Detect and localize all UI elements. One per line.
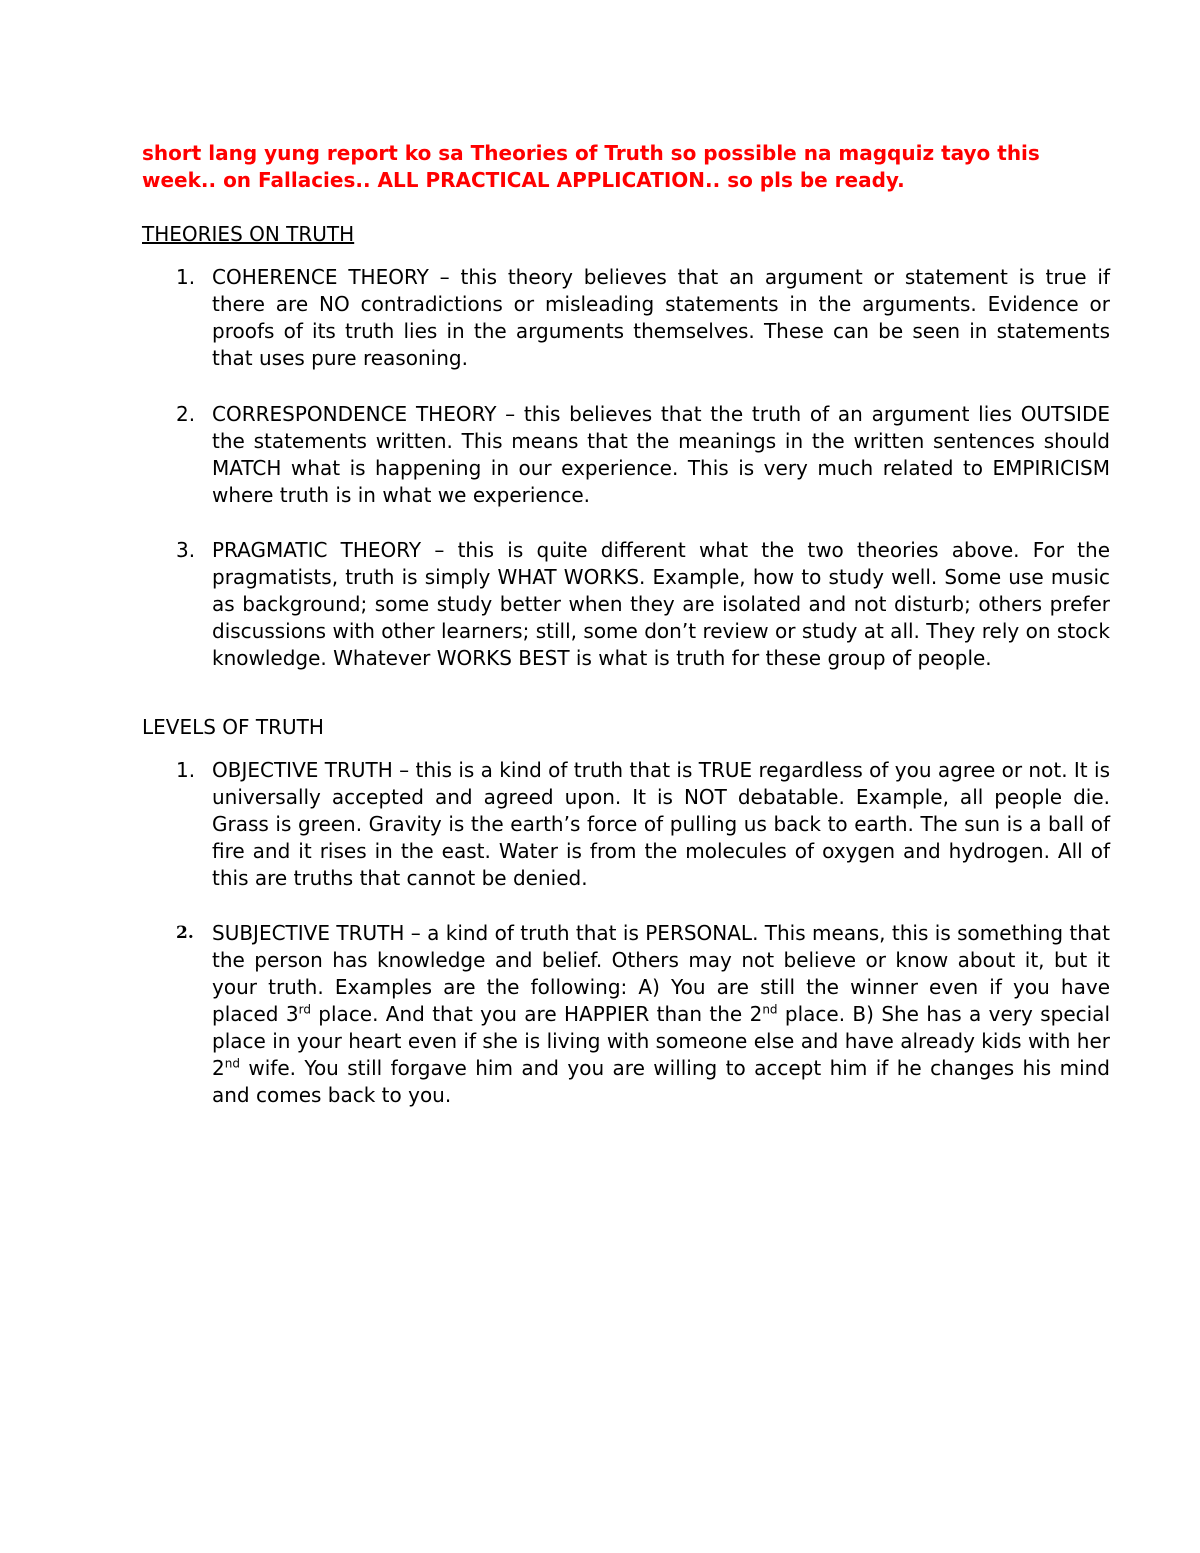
- list-number: 2.: [176, 923, 194, 943]
- list-item-text-part: SUBJECTIVE TRUTH – a kind of truth that is PERSONAL. This means, this is something that the person has knowledge and belief. Others may not believe or know about it, but it your truth. Examples are the following: A) You are still the winner even if you have placed 3: [212, 921, 1110, 1026]
- list-item-text: COHERENCE THEORY – this theory believes that an argument or statement is true if there are NO contradictions or misleading statements in the arguments. Evidence or proofs of its truth lies in the arguments themselves. These can be seen in statements that uses pure reasoning.: [212, 265, 1110, 370]
- list-item-text: PRAGMATIC THEORY – this is quite different what the two theories above. For the pragmatists, truth is simply WHAT WORKS. Example, how to study well. Some use music as background; some study better when they are isolated and not disturb; others prefer discussions with other learners; still, some don’t review or study at all. They rely on stock knowledge. Whatever WORKS BEST is what is truth for these group of people.: [212, 538, 1110, 670]
- levels-heading: LEVELS OF TRUTH: [142, 715, 324, 739]
- list-item-text: OBJECTIVE TRUTH – this is a kind of truth that is TRUE regardless of you agree or not. It is universally accepted and agreed upon. It is NOT debatable. Example, all people die. Grass is green. Gravity is the earth’s force of pulling us back to earth. The sun is a ball of fire and it rises in the east. Water is from the molecules of oxygen and hydrogen. All of this are truths that cannot be denied.: [212, 758, 1110, 890]
- list-item-text-part: wife. You still forgave him and you are willing to accept him if he changes his mind and comes back to you.: [212, 1056, 1110, 1107]
- list-item-subjective: [142, 920, 1110, 1109]
- list-number: 1.: [176, 265, 196, 289]
- list-number: 2.: [176, 402, 196, 426]
- levels-list: [142, 757, 1110, 1109]
- theories-heading: THEORIES ON TRUTH: [142, 222, 355, 246]
- notice-text: [142, 140, 1110, 194]
- list-item-text: CORRESPONDENCE THEORY – this believes that the truth of an argument lies OUTSIDE the statements written. This means that the meanings in the written sentences should MATCH what is happening in our experience. This is very much related to EMPIRICISM where truth is in what we experience.: [212, 402, 1110, 507]
- document-page: [142, 140, 1110, 1109]
- list-item-text-part: place. And that you are HAPPIER than the 2: [310, 1002, 763, 1026]
- notice-line-1: short lang yung report ko sa Theories of Truth so possible na magquiz tayo this: [142, 141, 1040, 165]
- ordinal-suffix: nd: [762, 1002, 778, 1017]
- ordinal-suffix: nd: [224, 1056, 240, 1071]
- notice-line-2: week.. on Fallacies.. ALL PRACTICAL APPLICATION.. so pls be ready.: [142, 168, 905, 192]
- ordinal-suffix: rd: [298, 1002, 311, 1017]
- list-item-coherence: [142, 264, 1110, 372]
- list-item-correspondence: [142, 401, 1110, 509]
- list-item-text-part: place. B) She has a very special place in your heart even if she is living with someone else and have already kids with her 2: [212, 1002, 1110, 1080]
- list-number: 1.: [176, 758, 196, 782]
- list-item-pragmatic: [142, 537, 1110, 672]
- theories-list: [142, 264, 1110, 672]
- list-item-objective: [142, 757, 1110, 892]
- list-number: 3.: [176, 538, 196, 562]
